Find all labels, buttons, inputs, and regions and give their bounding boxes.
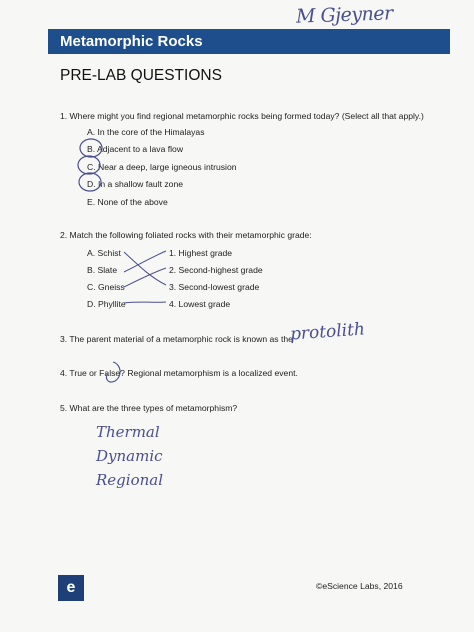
title-bar xyxy=(48,29,450,54)
escience-logo-icon: e xyxy=(58,575,84,601)
q2-grade-3: 3. Second-lowest grade xyxy=(169,282,260,292)
q1-option-a: A. In the core of the Himalayas xyxy=(87,127,205,137)
question-3-text: 3. The parent material of a metamorphic rock is known as the xyxy=(60,334,293,344)
question-1-text: 1. Where might you find regional metamorphic rocks being formed today? (Select all that apply.) xyxy=(60,111,424,121)
page-title: Metamorphic Rocks xyxy=(60,33,203,50)
question-2-text: 2. Match the following foliated rocks with their metamorphic grade: xyxy=(60,230,312,240)
answer-circle-marks xyxy=(75,136,105,196)
answer-thermal: Thermal xyxy=(96,423,160,441)
q5-handwritten-answers xyxy=(96,420,163,492)
q2-rock-c: C. Gneiss xyxy=(87,282,125,292)
handwritten-signature: M Gjeyner xyxy=(295,2,393,28)
q1-option-e: E. None of the above xyxy=(87,197,168,207)
q2-grade-1: 1. Highest grade xyxy=(169,248,233,258)
answer-dynamic: Dynamic xyxy=(96,447,163,465)
q2-grade-4: 4. Lowest grade xyxy=(169,299,231,309)
q2-grade-2: 2. Second-highest grade xyxy=(169,265,263,275)
false-circle-mark xyxy=(99,360,125,384)
question-4-text: 4. True or False? Regional metamorphism is a localized event. xyxy=(60,368,298,378)
q1-option-b: B. Adjacent to a lava flow xyxy=(87,144,184,154)
match-line-slate xyxy=(124,251,166,272)
q1-option-d: D. In a shallow fault zone xyxy=(87,179,184,189)
circle-mark-d xyxy=(79,173,101,191)
matching-lines xyxy=(120,245,170,310)
q1-option-c: C. Near a deep, large igneous intrusion xyxy=(87,162,237,172)
section-heading: PRE-LAB QUESTIONS xyxy=(60,67,222,84)
q3-handwritten-answer: protolith xyxy=(289,319,366,345)
q2-rock-b: B. Slate xyxy=(87,265,118,275)
question-5-text: 5. What are the three types of metamorphism? xyxy=(60,403,238,413)
copyright-text: ©eScience Labs, 2016 xyxy=(316,581,403,591)
q2-rock-a: A. Schist xyxy=(87,248,121,258)
q2-rock-d: D. Phyllite xyxy=(87,299,126,309)
answer-regional: Regional xyxy=(96,471,164,489)
circle-mark-c xyxy=(78,156,100,174)
circle-mark-b xyxy=(80,139,102,157)
match-line-phyllite xyxy=(124,302,166,303)
